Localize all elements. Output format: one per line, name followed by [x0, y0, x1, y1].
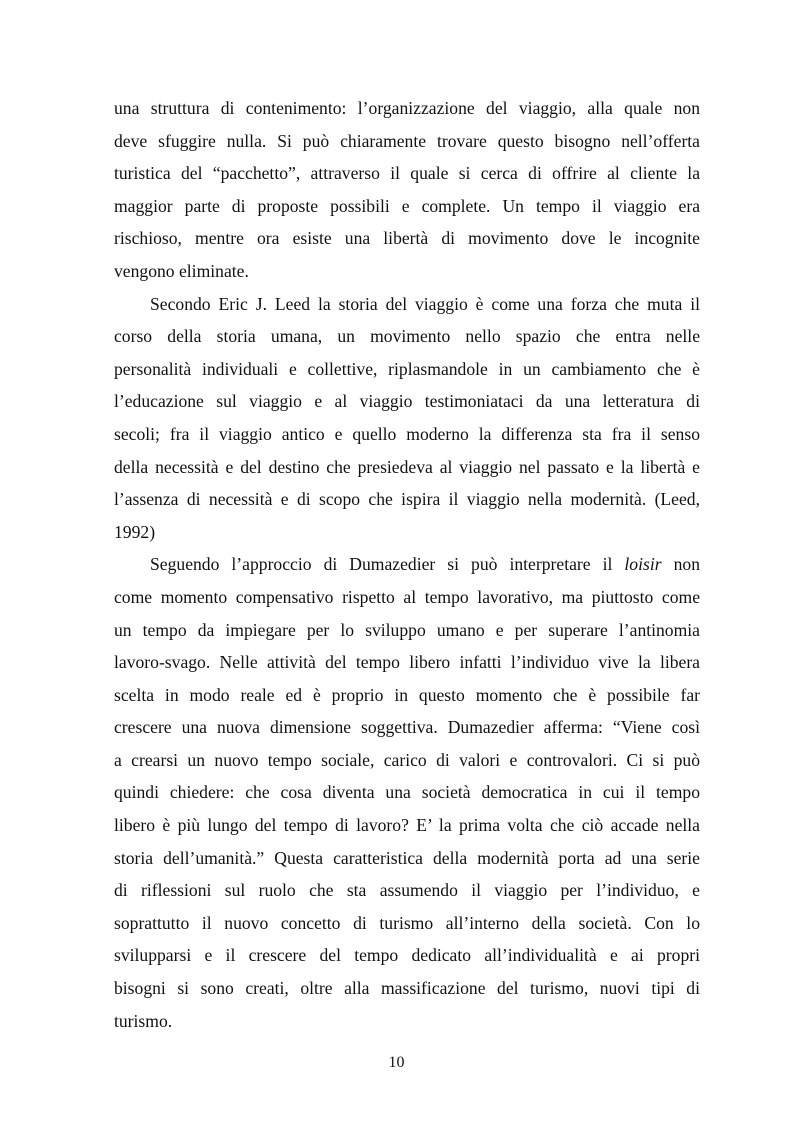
text-line: di riflessioni sul ruolo che sta assumendo il viaggio per l’individuo, e: [114, 880, 700, 901]
text-line: turismo.: [114, 1010, 173, 1031]
text-line: l’educazione sul viaggio e al viaggio testimoniataci da una letteratura di: [114, 391, 700, 412]
text-line: personalità individuali e collettive, riplasmandole in un cambiamento che è: [114, 358, 700, 379]
text-line: l’assenza di necessità e di scopo che ispira il viaggio nella modernità. (Leed,: [114, 489, 700, 510]
text-line: crescere una nuova dimensione soggettiva. Dumazedier afferma: “Viene così: [114, 717, 700, 738]
text-line: una struttura di contenimento: l’organizzazione del viaggio, alla quale non: [114, 98, 700, 118]
text-line: 1992): [114, 521, 156, 542]
text-line: un tempo da impiegare per lo sviluppo umano e per superare l’antinomia: [114, 619, 700, 640]
text-line: come momento compensativo rispetto al tempo lavorativo, ma piuttosto come: [114, 586, 700, 607]
text-line: quindi chiedere: che cosa diventa una società democratica in cui il tempo: [114, 782, 700, 803]
paragraph-1: [114, 92, 700, 288]
text-line: vengono eliminate.: [114, 260, 249, 281]
paragraph-2: [114, 288, 700, 549]
text-line: maggior parte di proposte possibili e complete. Un tempo il viaggio era: [114, 195, 700, 216]
page-body: [114, 92, 700, 1037]
text-line: lavoro-svago. Nelle attività del tempo libero infatti l’individuo vive la libera: [114, 652, 700, 673]
text-line: secoli; fra il viaggio antico e quello moderno la differenza sta fra il senso: [114, 423, 700, 444]
text-line: rischioso, mentre ora esiste una libertà di movimento dove le incognite: [114, 228, 700, 249]
text-line: della necessità e del destino che presiedeva al viaggio nel passato e la libertà e: [114, 456, 700, 477]
text-line: scelta in modo reale ed è proprio in questo momento che è possibile far: [114, 684, 700, 705]
text-line: deve sfuggire nulla. Si può chiaramente trovare questo bisogno nell’offerta: [114, 130, 700, 151]
text-line: a crearsi un nuovo tempo sociale, carico di valori e controvalori. Ci si può: [114, 749, 700, 770]
page-number: 10: [388, 1054, 405, 1071]
text-run: Seguendo l’approccio di Dumazedier si può interpretare il: [150, 554, 625, 575]
text-line: storia dell’umanità.” Questa caratteristica della modernità porta ad una serie: [114, 847, 700, 868]
paragraph-3: [114, 548, 700, 1037]
text-line: corso della storia umana, un movimento nello spazio che entra nelle: [114, 326, 700, 347]
italic-term: loisir: [624, 554, 662, 575]
text-line: Secondo Eric J. Leed la storia del viaggio è come una forza che muta il: [150, 293, 700, 314]
text-line: svilupparsi e il crescere del tempo dedicato all’individualità e ai propri: [114, 945, 700, 966]
text-line: libero è più lungo del tempo di lavoro? E’ la prima volta che ciò accade nella: [114, 815, 700, 836]
text-run: non: [661, 554, 700, 575]
text-line: [114, 548, 700, 581]
text-line: soprattutto il nuovo concetto di turismo all’interno della società. Con lo: [114, 912, 700, 933]
text-line: turistica del “pacchetto”, attraverso il quale si cerca di offrire al cliente la: [114, 163, 700, 184]
text-line: bisogni si sono creati, oltre alla massificazione del turismo, nuovi tipi di: [114, 978, 700, 999]
